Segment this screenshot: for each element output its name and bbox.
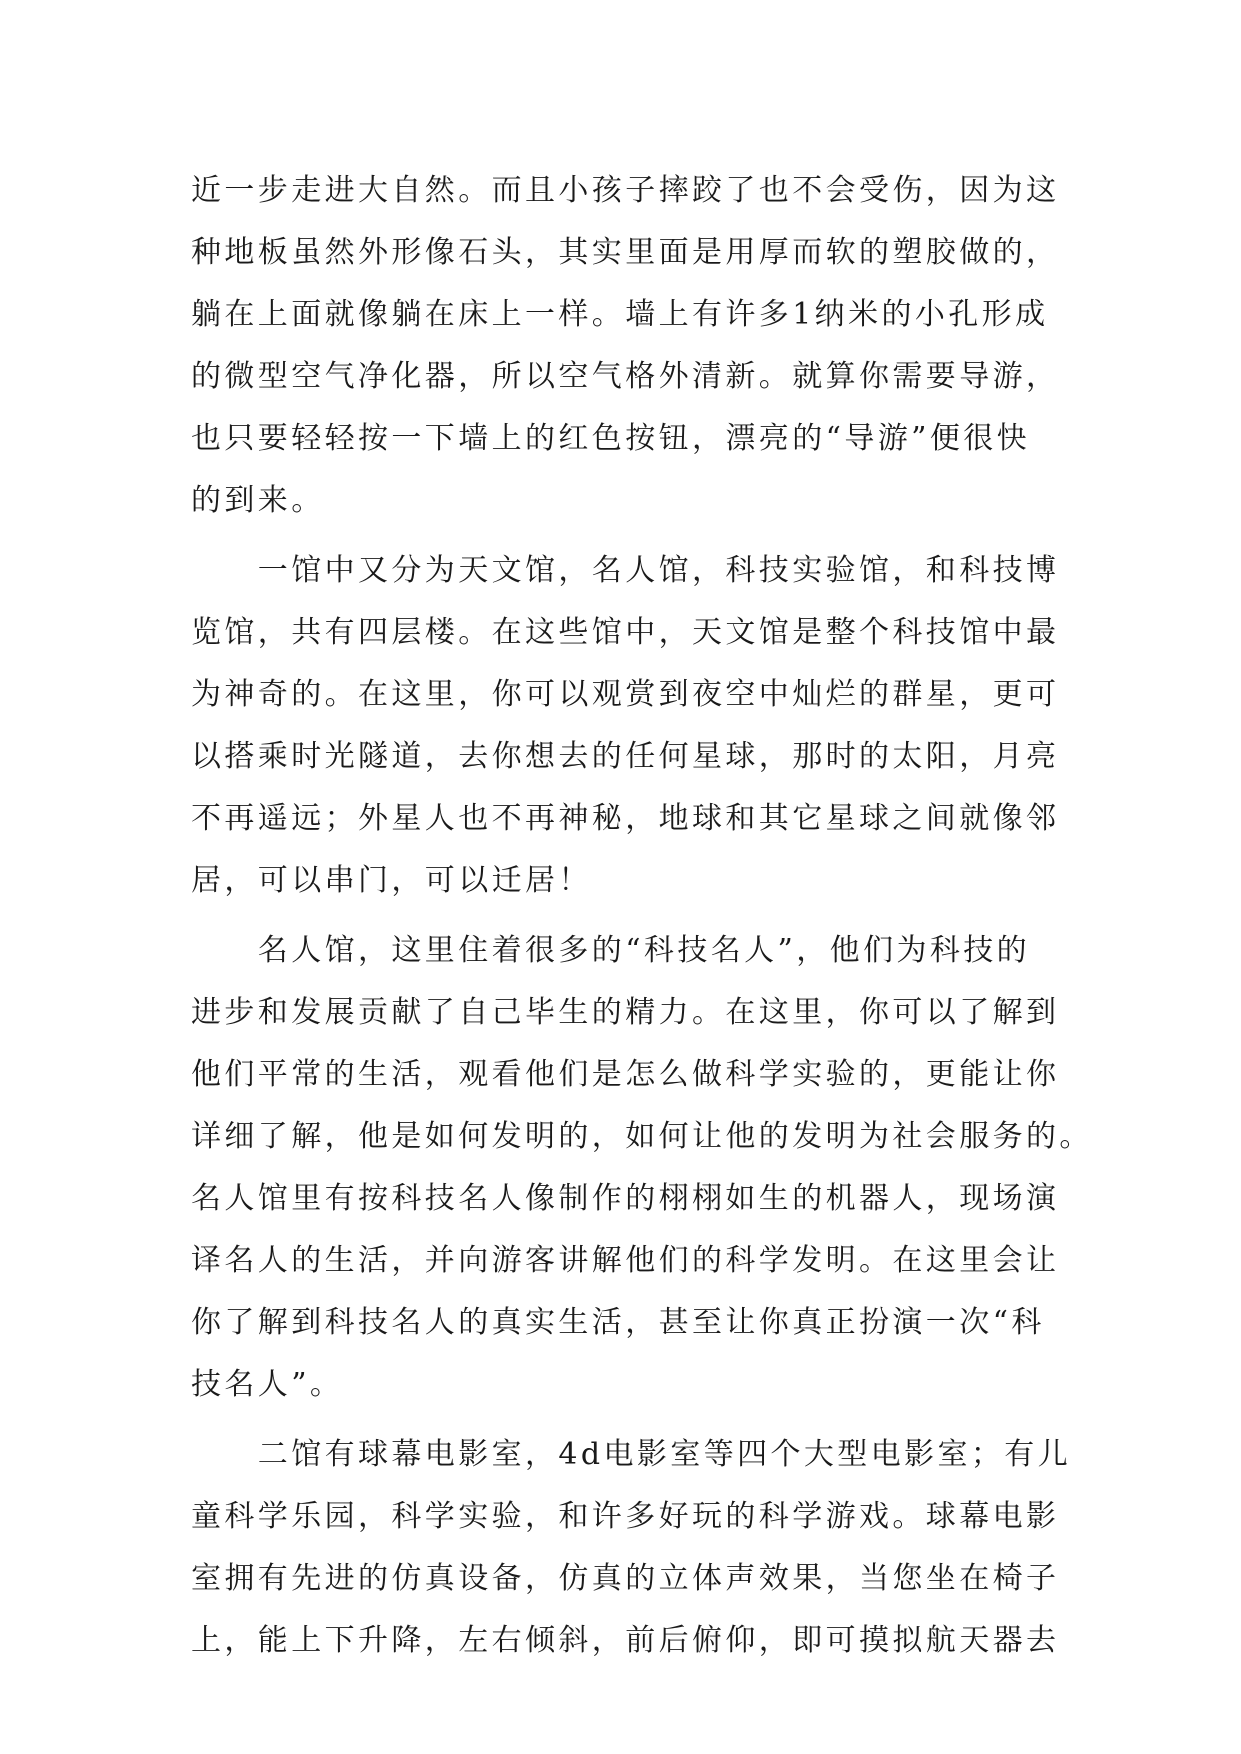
paragraph xyxy=(191,160,1061,532)
text-line: 的到来。 xyxy=(191,483,325,518)
paragraph-gap xyxy=(191,912,1061,920)
text-line: 近一步走进大自然。而且小孩子摔跤了也不会受伤，因为这 xyxy=(191,173,1060,208)
text-line: 你了解到科技名人的真实生活，甚至让你真正扮演一次“科 xyxy=(191,1305,1045,1340)
text-line: 名人馆，这里住着很多的“科技名人”，他们为科技的 xyxy=(191,933,1031,968)
paragraph-gap xyxy=(191,532,1061,540)
text-line: 以搭乘时光隧道，去你想去的任何星球，那时的太阳，月亮 xyxy=(191,739,1060,774)
text-line: 躺在上面就像躺在床上一样。墙上有许多1纳米的小孔形成 xyxy=(191,297,1049,332)
text-line: 也只要轻轻按一下墙上的红色按钮，漂亮的“导游”便很快 xyxy=(191,421,1031,456)
text-line: 进步和发展贡献了自己毕生的精力。在这里，你可以了解到 xyxy=(191,995,1060,1030)
paragraph xyxy=(191,920,1093,1416)
text-line: 二馆有球幕电影室，4d电影室等四个大型电影室；有儿 xyxy=(191,1437,1072,1472)
paragraph-gap xyxy=(191,1416,1061,1424)
text-line: 童科学乐园，科学实验，和许多好玩的科学游戏。球幕电影 xyxy=(191,1499,1060,1534)
text-line: 居，可以串门，可以迁居！ xyxy=(191,863,592,898)
text-line: 详细了解，他是如何发明的，如何让他的发明为社会服务的。 xyxy=(191,1119,1093,1154)
text-line: 上，能上下升降，左右倾斜，前后俯仰，即可摸拟航天器去 xyxy=(191,1623,1060,1658)
text-line: 的微型空气净化器，所以空气格外清新。就算你需要导游， xyxy=(191,359,1060,394)
text-line: 译名人的生活，并向游客讲解他们的科学发明。在这里会让 xyxy=(191,1243,1060,1278)
document-body xyxy=(191,160,1093,1672)
paragraph xyxy=(191,540,1061,912)
text-line: 一馆中又分为天文馆，名人馆，科技实验馆，和科技博 xyxy=(191,553,1060,588)
text-line: 名人馆里有按科技名人像制作的栩栩如生的机器人，现场演 xyxy=(191,1181,1060,1216)
paragraph xyxy=(191,1424,1072,1672)
text-line: 技名人”。 xyxy=(191,1367,344,1402)
text-line: 种地板虽然外形像石头，其实里面是用厚而软的塑胶做的， xyxy=(191,235,1060,270)
text-line: 不再遥远；外星人也不再神秘，地球和其它星球之间就像邻 xyxy=(191,801,1060,836)
text-line: 室拥有先进的仿真设备，仿真的立体声效果，当您坐在椅子 xyxy=(191,1561,1060,1596)
text-line: 为神奇的。在这里，你可以观赏到夜空中灿烂的群星，更可 xyxy=(191,677,1060,712)
text-line: 他们平常的生活，观看他们是怎么做科学实验的，更能让你 xyxy=(191,1057,1060,1092)
text-line: 览馆，共有四层楼。在这些馆中，天文馆是整个科技馆中最 xyxy=(191,615,1060,650)
